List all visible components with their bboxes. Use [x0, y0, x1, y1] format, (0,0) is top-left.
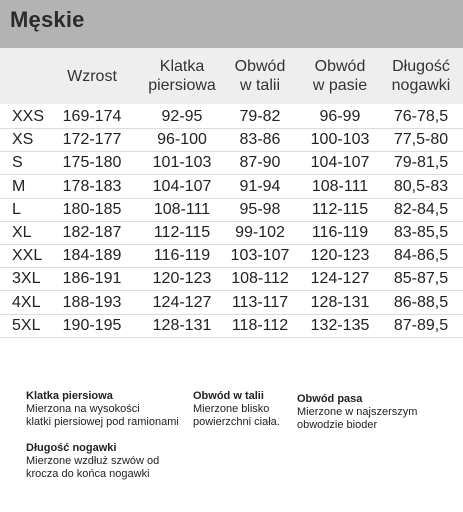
- table-cell: 76-78,5: [393, 108, 449, 125]
- page-title: Męskie: [10, 7, 85, 32]
- table-cell: 79-82: [239, 108, 281, 125]
- table-cell: 112-115: [153, 224, 211, 241]
- table-row: [0, 176, 463, 199]
- header-leg-length: Długość nogawki: [391, 58, 451, 94]
- legend-waist: Obwód w talii Mierzone blisko powierzchni ciała.: [193, 390, 280, 428]
- table-cell: 186-191: [62, 270, 122, 288]
- table-row: [0, 222, 463, 245]
- table-cell: 175-180: [62, 154, 122, 172]
- table-cell: 92-95: [161, 108, 203, 125]
- legend-chest: Klatka piersiowa Mierzona na wysokości klatki piersiowej pod ramionami: [26, 390, 179, 428]
- table-cell: 104-107: [152, 177, 212, 195]
- size-label: XXL: [12, 247, 43, 265]
- table-cell: 120-123: [152, 270, 212, 288]
- table-cell: 108-111: [311, 177, 369, 195]
- table-cell: 108-111: [153, 200, 211, 218]
- table-row: [0, 245, 463, 268]
- table-row: [0, 106, 463, 129]
- header-hips: Obwód w pasie: [312, 58, 368, 94]
- table-cell: 91-94: [239, 177, 281, 195]
- table-cell: 95-98: [239, 200, 281, 218]
- table-cell: 188-193: [62, 293, 122, 311]
- table-cell: 116-119: [153, 247, 211, 265]
- header-height: Wzrost: [67, 67, 117, 85]
- table-cell: 86-88,5: [393, 293, 449, 311]
- table-cell: 77,5-80: [393, 131, 449, 149]
- table-cell: 124-127: [310, 270, 370, 288]
- table-cell: 113-117: [231, 293, 289, 311]
- table-cell: 100-103: [310, 131, 370, 149]
- table-row: [0, 268, 463, 291]
- table-cell: 118-112: [231, 316, 289, 334]
- table-row: [0, 292, 463, 315]
- size-label: XXS: [12, 108, 45, 125]
- header-chest: Klatka piersiowa: [148, 58, 216, 94]
- size-label: XL: [12, 224, 32, 241]
- legend-hips: Obwód pasa Mierzone w najszerszym obwodzie bioder: [297, 393, 418, 431]
- title-bar: [0, 0, 463, 48]
- table-cell: 87-90: [239, 154, 281, 172]
- table-cell: 190-195: [62, 316, 122, 334]
- table-cell: 80,5-83: [393, 177, 449, 195]
- table-cell: 87-89,5: [393, 316, 449, 334]
- size-label: 5XL: [12, 316, 41, 334]
- table-cell: 120-123: [310, 247, 370, 265]
- table-cell: 96-99: [319, 108, 361, 125]
- table-cell: 112-115: [311, 200, 369, 218]
- table-row: [0, 152, 463, 175]
- size-label: S: [12, 154, 23, 172]
- table-cell: 99-102: [235, 224, 285, 241]
- size-label: L: [12, 200, 21, 218]
- size-label: 3XL: [12, 270, 41, 288]
- table-cell: 104-107: [310, 154, 370, 172]
- table-cell: 84-86,5: [393, 247, 449, 265]
- table-cell: 180-185: [62, 200, 122, 218]
- table-cell: 128-131: [152, 316, 212, 334]
- table-cell: 116-119: [311, 224, 369, 241]
- table-cell: 184-189: [62, 247, 122, 265]
- table-cell: 96-100: [157, 131, 207, 149]
- size-label: M: [12, 177, 26, 195]
- table-cell: 79-81,5: [393, 154, 449, 172]
- table-cell: 182-187: [62, 224, 122, 241]
- table-row: [0, 129, 463, 152]
- table-cell: 132-135: [310, 316, 370, 334]
- table-cell: 101-103: [152, 154, 212, 172]
- legend-leg-length: Długość nogawki Mierzone wzdłuż szwów od krocza do końca nogawki: [26, 442, 160, 480]
- table-cell: 172-177: [62, 131, 122, 149]
- table-cell: 178-183: [62, 177, 122, 195]
- table-cell: 83-85,5: [393, 224, 449, 241]
- table-row: [0, 315, 463, 338]
- size-label: 4XL: [12, 293, 41, 311]
- table-cell: 108-112: [231, 270, 289, 288]
- table-row: [0, 199, 463, 222]
- size-label: XS: [12, 131, 34, 149]
- table-cell: 85-87,5: [393, 270, 449, 288]
- table-cell: 103-107: [230, 247, 290, 265]
- table-cell: 124-127: [152, 293, 212, 311]
- table-cell: 83-86: [239, 131, 281, 149]
- table-cell: 169-174: [62, 108, 122, 125]
- header-waist: Obwód w talii: [234, 58, 286, 94]
- table-cell: 128-131: [310, 293, 370, 311]
- table-cell: 82-84,5: [393, 200, 449, 218]
